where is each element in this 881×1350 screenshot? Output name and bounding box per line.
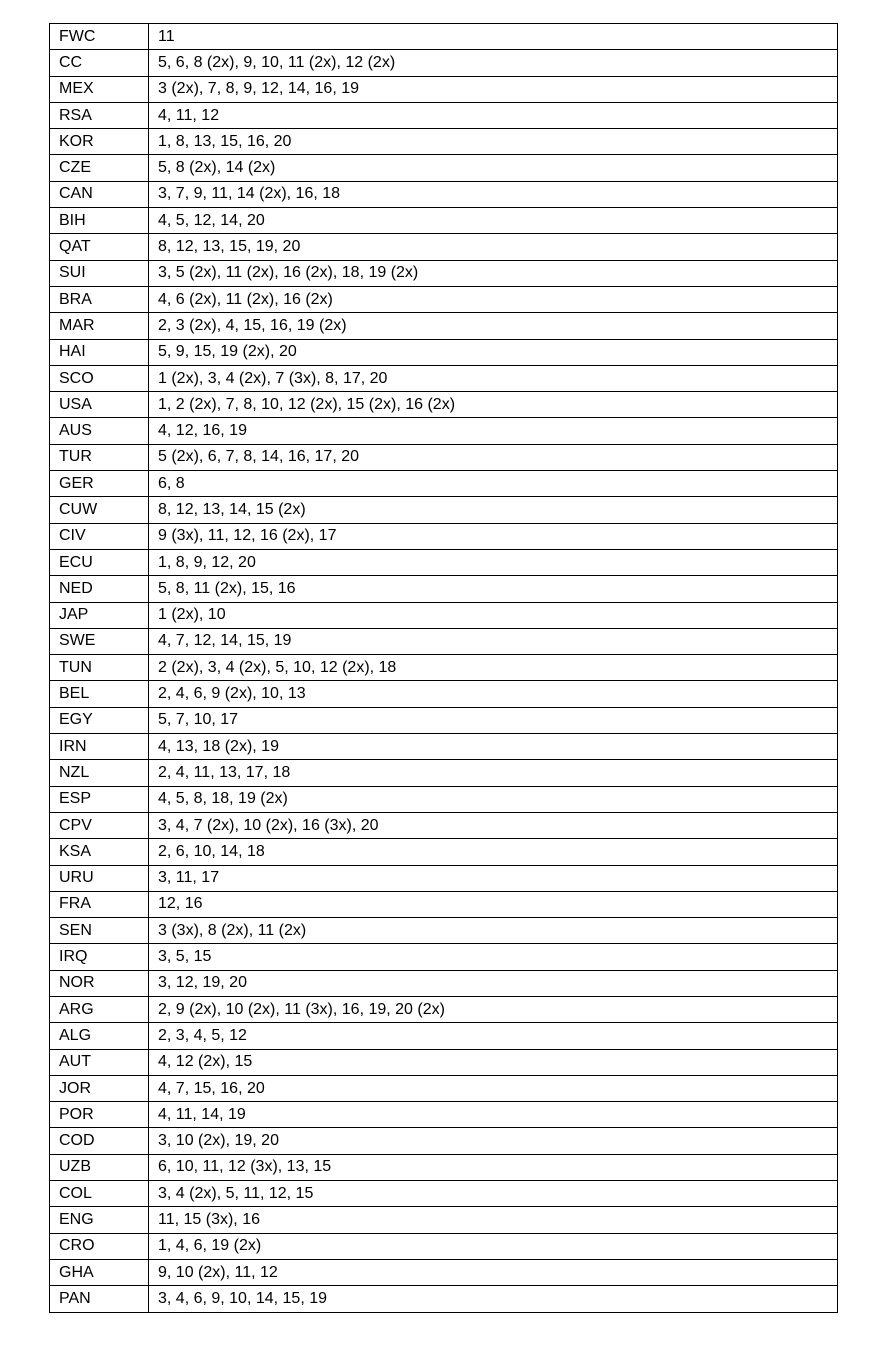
- table-row: [50, 24, 838, 50]
- numbers-cell: 4, 12 (2x), 15: [149, 1049, 838, 1075]
- table-row: [50, 392, 838, 418]
- team-code-cell: COD: [50, 1128, 149, 1154]
- team-code-cell: FRA: [50, 891, 149, 917]
- team-code-cell: NED: [50, 576, 149, 602]
- table-row: [50, 1075, 838, 1101]
- team-code-cell: TUR: [50, 444, 149, 470]
- numbers-cell: 4, 11, 12: [149, 102, 838, 128]
- table-row: [50, 313, 838, 339]
- team-code-cell: PAN: [50, 1286, 149, 1312]
- numbers-cell: 9 (3x), 11, 12, 16 (2x), 17: [149, 523, 838, 549]
- numbers-cell: 1, 8, 9, 12, 20: [149, 549, 838, 575]
- numbers-cell: 5, 8 (2x), 14 (2x): [149, 155, 838, 181]
- table-row: [50, 786, 838, 812]
- team-code-cell: CUW: [50, 497, 149, 523]
- numbers-cell: 2, 4, 11, 13, 17, 18: [149, 760, 838, 786]
- team-code-cell: JOR: [50, 1075, 149, 1101]
- numbers-cell: 3, 11, 17: [149, 865, 838, 891]
- table-row: [50, 1286, 838, 1312]
- numbers-cell: 3 (3x), 8 (2x), 11 (2x): [149, 918, 838, 944]
- table-row: [50, 471, 838, 497]
- numbers-cell: 4, 12, 16, 19: [149, 418, 838, 444]
- team-code-cell: COL: [50, 1181, 149, 1207]
- table-row: [50, 918, 838, 944]
- table-row: [50, 891, 838, 917]
- team-code-cell: SCO: [50, 365, 149, 391]
- table-row: [50, 812, 838, 838]
- table-row: [50, 1023, 838, 1049]
- table-row: [50, 339, 838, 365]
- numbers-cell: 5, 6, 8 (2x), 9, 10, 11 (2x), 12 (2x): [149, 50, 838, 76]
- table-row: [50, 970, 838, 996]
- table-row: [50, 628, 838, 654]
- numbers-cell: 9, 10 (2x), 11, 12: [149, 1259, 838, 1285]
- table-row: [50, 707, 838, 733]
- numbers-cell: 3, 10 (2x), 19, 20: [149, 1128, 838, 1154]
- team-code-cell: HAI: [50, 339, 149, 365]
- numbers-cell: 3 (2x), 7, 8, 9, 12, 14, 16, 19: [149, 76, 838, 102]
- numbers-cell: 5 (2x), 6, 7, 8, 14, 16, 17, 20: [149, 444, 838, 470]
- team-code-cell: RSA: [50, 102, 149, 128]
- numbers-cell: 1 (2x), 3, 4 (2x), 7 (3x), 8, 17, 20: [149, 365, 838, 391]
- team-code-cell: GER: [50, 471, 149, 497]
- table-row: [50, 602, 838, 628]
- table-row: [50, 549, 838, 575]
- table-row: [50, 365, 838, 391]
- table-row: [50, 286, 838, 312]
- numbers-cell: 3, 12, 19, 20: [149, 970, 838, 996]
- team-code-cell: ESP: [50, 786, 149, 812]
- team-code-cell: GHA: [50, 1259, 149, 1285]
- table-row: [50, 655, 838, 681]
- table-row: [50, 1154, 838, 1180]
- table-row: [50, 129, 838, 155]
- table-row: [50, 418, 838, 444]
- numbers-cell: 4, 6 (2x), 11 (2x), 16 (2x): [149, 286, 838, 312]
- numbers-cell: 6, 10, 11, 12 (3x), 13, 15: [149, 1154, 838, 1180]
- team-code-cell: ECU: [50, 549, 149, 575]
- table-row: [50, 996, 838, 1022]
- table-row: [50, 50, 838, 76]
- table-row: [50, 681, 838, 707]
- team-code-cell: CAN: [50, 181, 149, 207]
- numbers-cell: 1, 8, 13, 15, 16, 20: [149, 129, 838, 155]
- numbers-cell: 2, 3, 4, 5, 12: [149, 1023, 838, 1049]
- team-code-cell: JAP: [50, 602, 149, 628]
- table-row: [50, 102, 838, 128]
- team-code-cell: CZE: [50, 155, 149, 181]
- team-code-cell: CRO: [50, 1233, 149, 1259]
- table-row: [50, 944, 838, 970]
- team-code-cell: EGY: [50, 707, 149, 733]
- numbers-cell: 3, 5 (2x), 11 (2x), 16 (2x), 18, 19 (2x): [149, 260, 838, 286]
- table-row: [50, 1259, 838, 1285]
- table-row: [50, 865, 838, 891]
- table-row: [50, 760, 838, 786]
- table-row: [50, 1181, 838, 1207]
- numbers-cell: 2, 9 (2x), 10 (2x), 11 (3x), 16, 19, 20 (2x): [149, 996, 838, 1022]
- team-code-cell: SEN: [50, 918, 149, 944]
- team-code-cell: MAR: [50, 313, 149, 339]
- table-row: [50, 181, 838, 207]
- team-code-cell: KSA: [50, 839, 149, 865]
- table-row: [50, 523, 838, 549]
- numbers-cell: 4, 7, 12, 14, 15, 19: [149, 628, 838, 654]
- table-row: [50, 1207, 838, 1233]
- team-code-cell: BRA: [50, 286, 149, 312]
- table-row: [50, 1049, 838, 1075]
- team-code-cell: CIV: [50, 523, 149, 549]
- table-row: [50, 208, 838, 234]
- numbers-cell: 2, 3 (2x), 4, 15, 16, 19 (2x): [149, 313, 838, 339]
- numbers-cell: 3, 4, 6, 9, 10, 14, 15, 19: [149, 1286, 838, 1312]
- numbers-cell: 11, 15 (3x), 16: [149, 1207, 838, 1233]
- table-row: [50, 1102, 838, 1128]
- numbers-cell: 4, 13, 18 (2x), 19: [149, 734, 838, 760]
- numbers-cell: 8, 12, 13, 15, 19, 20: [149, 234, 838, 260]
- numbers-cell: 2, 4, 6, 9 (2x), 10, 13: [149, 681, 838, 707]
- team-code-cell: NZL: [50, 760, 149, 786]
- team-code-cell: KOR: [50, 129, 149, 155]
- numbers-cell: 4, 11, 14, 19: [149, 1102, 838, 1128]
- team-code-cell: SWE: [50, 628, 149, 654]
- numbers-cell: 4, 7, 15, 16, 20: [149, 1075, 838, 1101]
- numbers-cell: 1 (2x), 10: [149, 602, 838, 628]
- team-code-cell: BIH: [50, 208, 149, 234]
- team-code-cell: CC: [50, 50, 149, 76]
- table-row: [50, 1233, 838, 1259]
- table-body: [50, 24, 838, 1313]
- team-code-cell: BEL: [50, 681, 149, 707]
- table-row: [50, 497, 838, 523]
- numbers-cell: 1, 4, 6, 19 (2x): [149, 1233, 838, 1259]
- team-code-cell: QAT: [50, 234, 149, 260]
- numbers-cell: 4, 5, 8, 18, 19 (2x): [149, 786, 838, 812]
- team-code-cell: TUN: [50, 655, 149, 681]
- table-row: [50, 1128, 838, 1154]
- team-code-cell: AUS: [50, 418, 149, 444]
- team-code-cell: IRN: [50, 734, 149, 760]
- team-numbers-table: [49, 23, 838, 1313]
- table-row: [50, 155, 838, 181]
- team-code-cell: ENG: [50, 1207, 149, 1233]
- team-code-cell: USA: [50, 392, 149, 418]
- numbers-cell: 12, 16: [149, 891, 838, 917]
- numbers-cell: 3, 4, 7 (2x), 10 (2x), 16 (3x), 20: [149, 812, 838, 838]
- numbers-cell: 1, 2 (2x), 7, 8, 10, 12 (2x), 15 (2x), 16 (2x): [149, 392, 838, 418]
- numbers-cell: 2 (2x), 3, 4 (2x), 5, 10, 12 (2x), 18: [149, 655, 838, 681]
- numbers-cell: 8, 12, 13, 14, 15 (2x): [149, 497, 838, 523]
- team-code-cell: SUI: [50, 260, 149, 286]
- table-row: [50, 444, 838, 470]
- table-row: [50, 234, 838, 260]
- team-code-cell: MEX: [50, 76, 149, 102]
- numbers-cell: 5, 7, 10, 17: [149, 707, 838, 733]
- team-code-cell: IRQ: [50, 944, 149, 970]
- team-code-cell: ALG: [50, 1023, 149, 1049]
- numbers-cell: 3, 7, 9, 11, 14 (2x), 16, 18: [149, 181, 838, 207]
- table-row: [50, 576, 838, 602]
- team-code-cell: ARG: [50, 996, 149, 1022]
- numbers-cell: 6, 8: [149, 471, 838, 497]
- team-code-cell: FWC: [50, 24, 149, 50]
- numbers-cell: 2, 6, 10, 14, 18: [149, 839, 838, 865]
- numbers-cell: 3, 5, 15: [149, 944, 838, 970]
- table-row: [50, 260, 838, 286]
- team-code-cell: AUT: [50, 1049, 149, 1075]
- table-row: [50, 734, 838, 760]
- numbers-cell: 3, 4 (2x), 5, 11, 12, 15: [149, 1181, 838, 1207]
- team-code-cell: URU: [50, 865, 149, 891]
- team-code-cell: CPV: [50, 812, 149, 838]
- numbers-cell: 4, 5, 12, 14, 20: [149, 208, 838, 234]
- numbers-cell: 11: [149, 24, 838, 50]
- table-row: [50, 76, 838, 102]
- table-row: [50, 839, 838, 865]
- numbers-cell: 5, 9, 15, 19 (2x), 20: [149, 339, 838, 365]
- team-code-cell: NOR: [50, 970, 149, 996]
- numbers-cell: 5, 8, 11 (2x), 15, 16: [149, 576, 838, 602]
- team-code-cell: POR: [50, 1102, 149, 1128]
- team-code-cell: UZB: [50, 1154, 149, 1180]
